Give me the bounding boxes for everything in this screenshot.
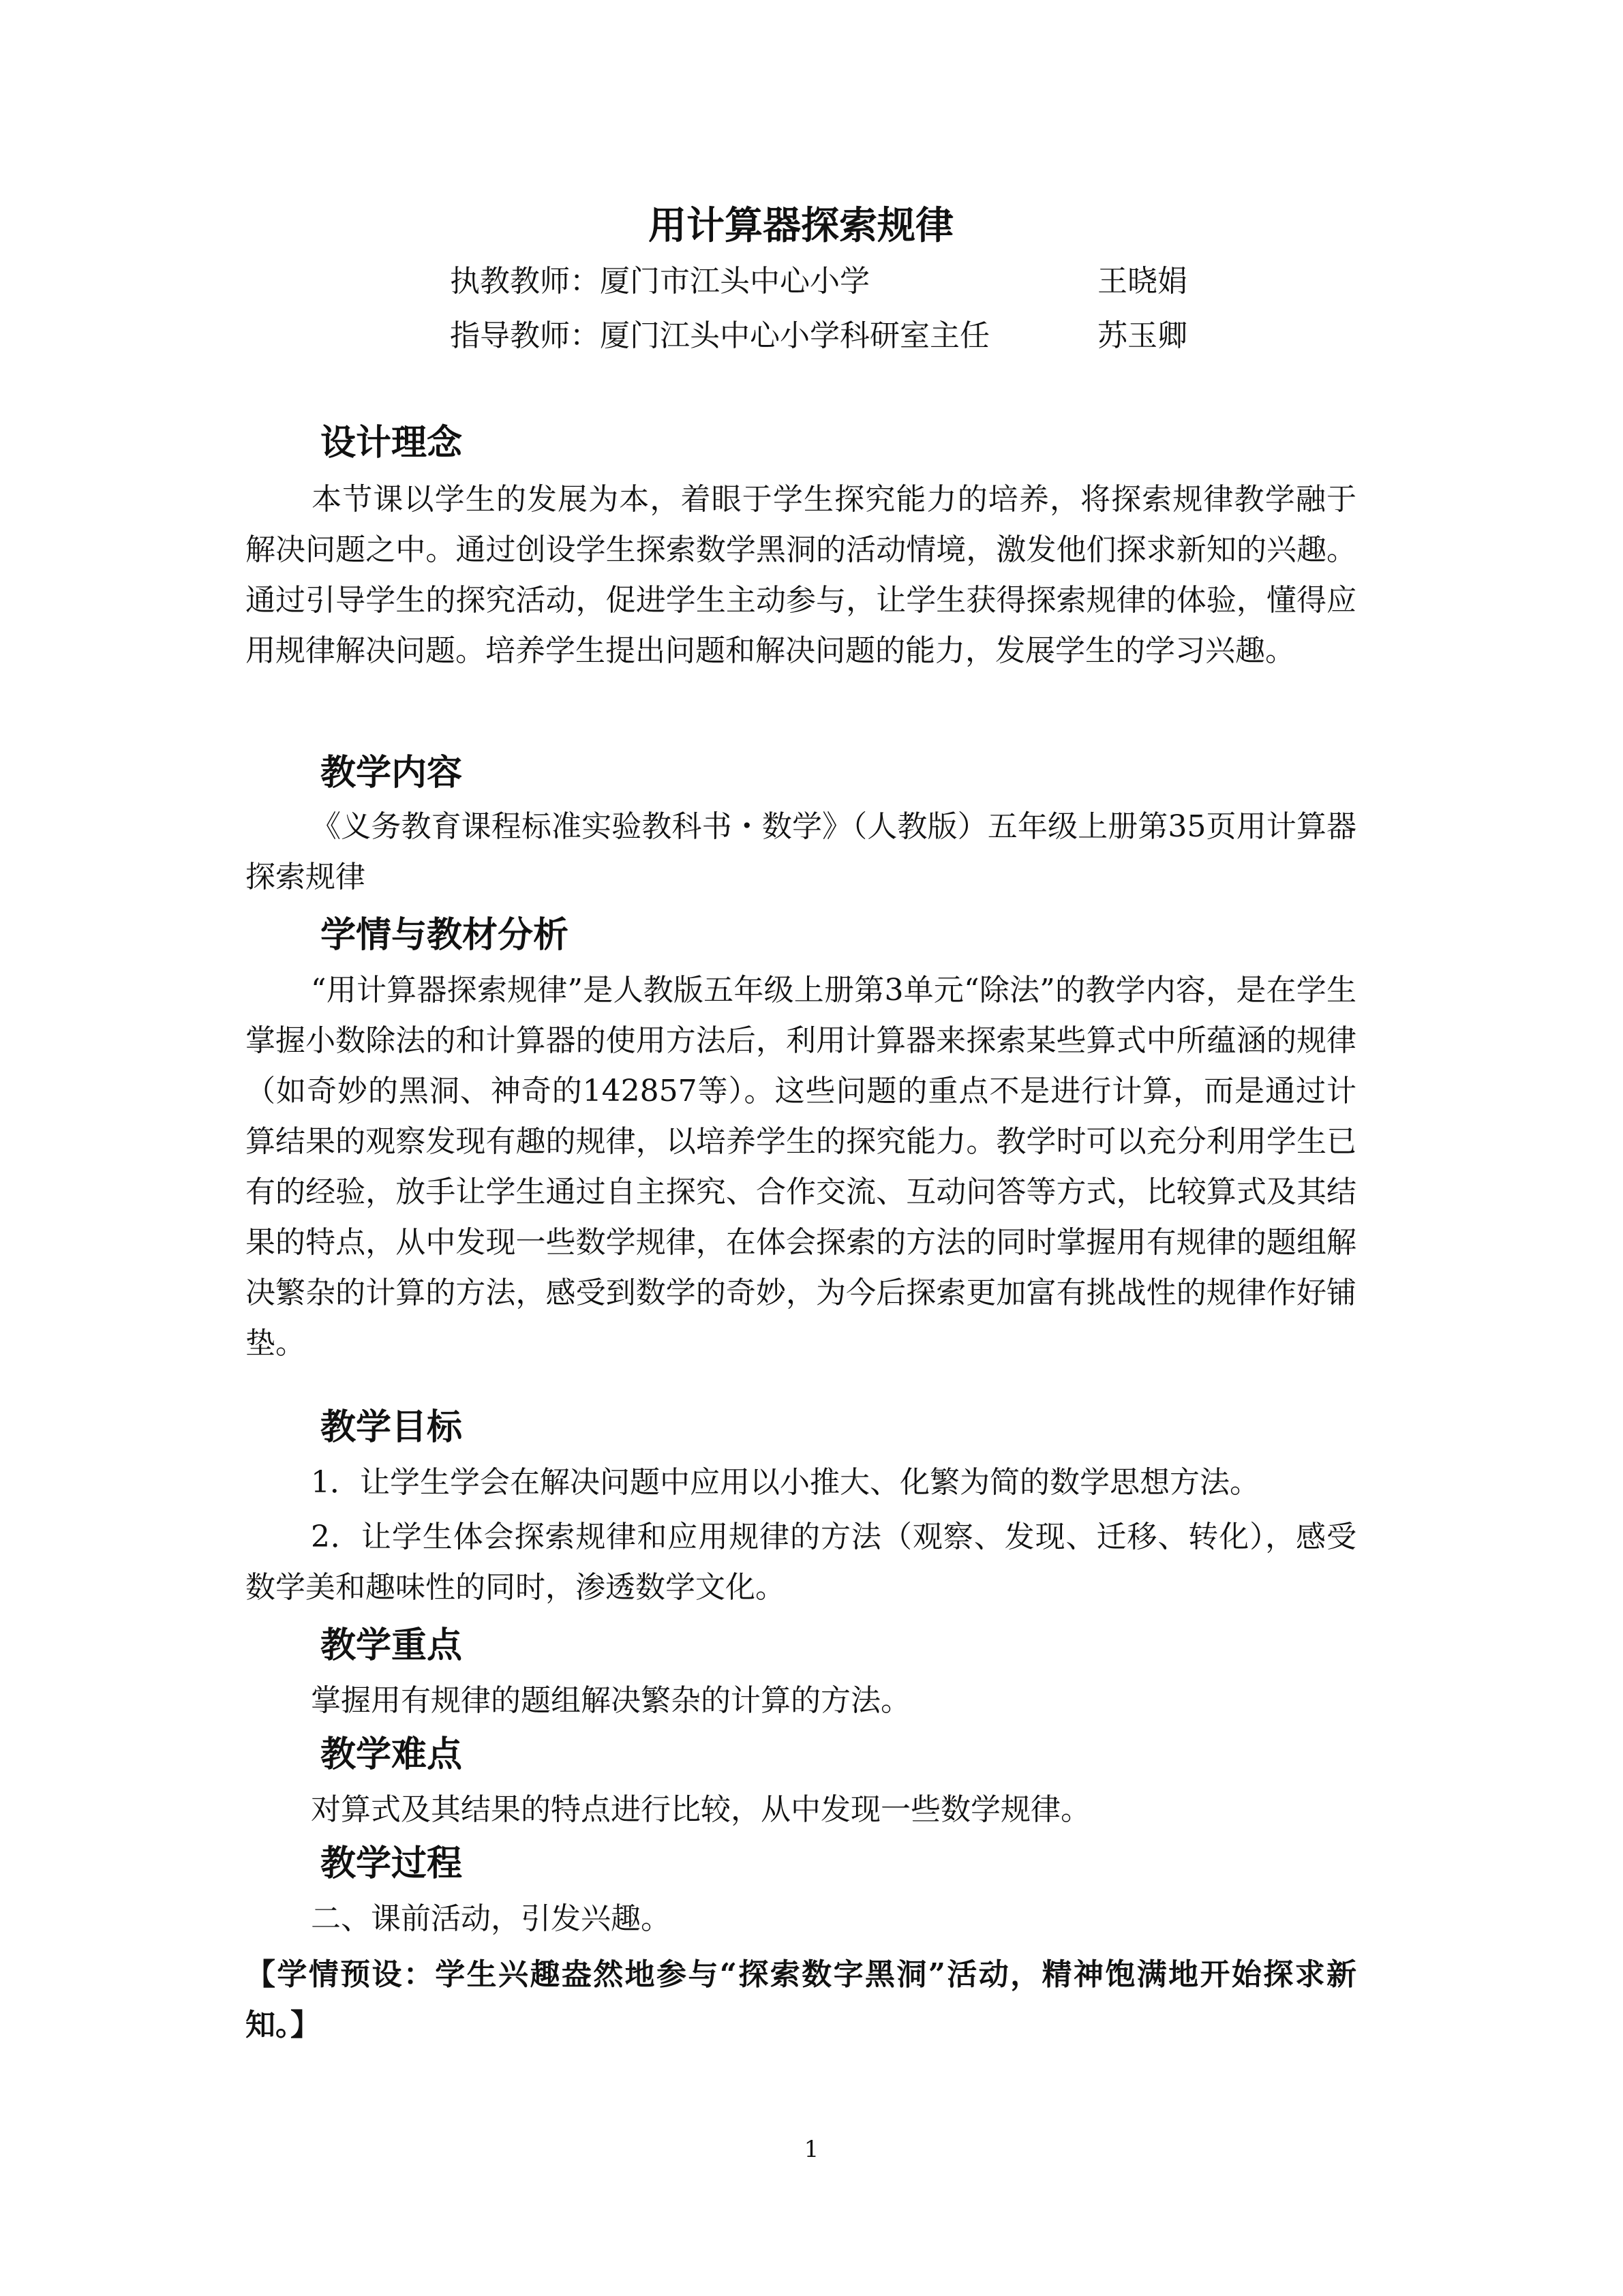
heading-difficulty: 教学难点 bbox=[320, 1734, 463, 1775]
goal-item-2 bbox=[245, 1512, 1356, 1613]
paragraph-content-text: 《义务教育课程标准实验教科书・数学》（人教版）五年级上册第35页用计算器探索规律 bbox=[245, 809, 1356, 894]
advisor-org: 厦门江头中心小学科研室主任 bbox=[600, 318, 990, 353]
paragraph-key-text: 掌握用有规律的题组解决繁杂的计算的方法。 bbox=[311, 1683, 911, 1718]
heading-key: 教学重点 bbox=[320, 1625, 463, 1666]
paragraph-key bbox=[245, 1676, 1356, 1726]
heading-content: 教学内容 bbox=[320, 753, 463, 794]
paragraph-analysis bbox=[245, 965, 1356, 1369]
heading-analysis: 学情与教材分析 bbox=[320, 915, 569, 956]
process-step-1-text: 二、课前活动，引发兴趣。 bbox=[311, 1901, 671, 1936]
process-step-1 bbox=[245, 1894, 1356, 1944]
advisor-name: 苏玉卿 bbox=[1097, 318, 1187, 353]
document-title: 用计算器探索规律 bbox=[648, 204, 954, 248]
advisor-line bbox=[450, 312, 1187, 360]
goal-item-1-text: 1．让学生学会在解决问题中应用以小推大、化繁为简的数学思想方法。 bbox=[311, 1465, 1260, 1500]
teacher-line bbox=[450, 258, 1187, 305]
paragraph-analysis-text: “用计算器探索规律”是人教版五年级上册第3单元“除法”的教学内容，是在学生掌握小数除法的和计算器的使用方法后，利用计算器来探索某些算式中所蕴涵的规律（如奇妙的黑洞、神奇的142857等）。这些问题的重点不是进行计算，而是通过计算结果的观察发现有趣的规律，以培养学生的探究能力。教学时可以充分利用学生已有的经验，放手让学生通过自主探究、合作交流、互动问答等方式，比较算式及其结果的特点，从中发现一些数学规律，在体会探索的方法的同时掌握用有规律的题组解决繁杂的计算的方法，感受到数学的奇妙，为今后探索更加富有挑战性的规律作好铺垫。 bbox=[245, 973, 1356, 1361]
page-number: 1 bbox=[804, 2136, 819, 2163]
paragraph-difficulty-text: 对算式及其结果的特点进行比较，从中发现一些数学规律。 bbox=[311, 1792, 1091, 1827]
paragraph-design bbox=[245, 474, 1356, 676]
teacher-org: 厦门市江头中心小学 bbox=[600, 264, 870, 299]
goal-item-1 bbox=[245, 1457, 1356, 1508]
teacher-label: 执教教师： bbox=[450, 264, 600, 299]
heading-goals: 教学目标 bbox=[320, 1407, 463, 1448]
process-note: 【学情预设：学生兴趣盎然地参与“探索数字黑洞”活动，精神饱满地开始探求新知。】 bbox=[245, 1957, 1356, 2042]
paragraph-design-text: 本节课以学生的发展为本，着眼于学生探究能力的培养，将探索规律教学融于解决问题之中。通过创设学生探索数学黑洞的活动情境，激发他们探求新知的兴趣。通过引导学生的探究活动，促进学生主动参与，让学生获得探索规律的体验，懂得应用规律解决问题。培养学生提出问题和解决问题的能力，发展学生的学习兴趣。 bbox=[245, 482, 1356, 668]
advisor-label: 指导教师： bbox=[450, 318, 600, 353]
paragraph-difficulty bbox=[245, 1785, 1356, 1835]
goal-item-2-text: 2．让学生体会探索规律和应用规律的方法（观察、发现、迁移、转化），感受数学美和趣味性的同时，渗透数学文化。 bbox=[245, 1520, 1356, 1605]
paragraph-content bbox=[245, 802, 1356, 903]
heading-design: 设计理念 bbox=[320, 423, 463, 464]
teacher-name: 王晓娟 bbox=[1097, 264, 1187, 299]
heading-process: 教学过程 bbox=[320, 1843, 463, 1884]
